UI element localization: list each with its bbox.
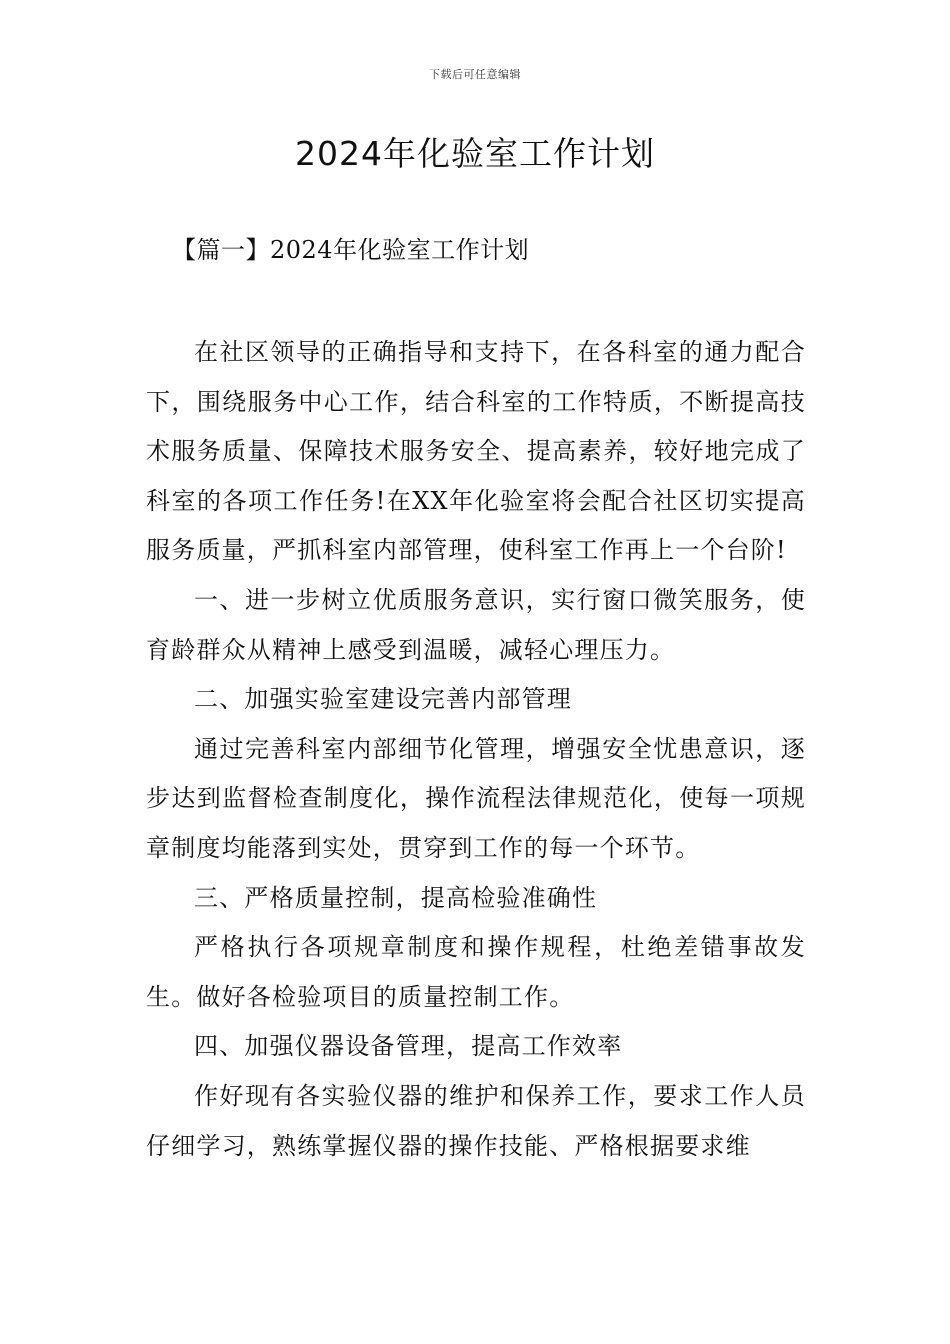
point-four-heading: 四、加强仪器设备管理，提高工作效率 <box>194 1032 623 1061</box>
point-two-paragraph: 通过完善科室内部细节化管理，增强安全忧患意识，逐步达到监督检查制度化，操作流程法律规范化，使每一项规章制度均能落到实处，贯穿到工作的每一个环节。 <box>146 734 806 862</box>
section-title: 【篇一】2024年化验室工作计划 <box>172 236 530 264</box>
header-note: 下载后可任意编辑 <box>429 68 521 81</box>
point-two-heading: 二、加强实验室建设完善内部管理 <box>194 685 572 714</box>
point-three-heading: 三、严格质量控制，提高检验准确性 <box>194 883 598 912</box>
intro-paragraph: 在社区领导的正确指导和支持下，在各科室的通力配合下，围绕服务中心工作，结合科室的工作特质，不断提高技术服务质量、保障技术服务安全、提高素养，较好地完成了科室的各项工作任务!在XX年化验室将会配合社区切实提高服务质量，严抓科室内部管理，使科室工作再上一个台阶! <box>146 338 806 565</box>
point-four-paragraph: 作好现有各实验仪器的维护和保养工作，要求工作人员仔细学习，熟练掌握仪器的操作技能、严格根据要求维 <box>146 1081 806 1160</box>
point-three-paragraph: 严格执行各项规章制度和操作规程，杜绝差错事故发生。做好各检验项目的质量控制工作。 <box>146 933 806 1011</box>
document-title: 2024年化验室工作计划 <box>295 134 655 173</box>
document-body <box>146 328 806 1171</box>
point-one-paragraph: 一、进一步树立优质服务意识，实行窗口微笑服务，使育龄群众从精神上感受到温暖，减轻心理压力。 <box>146 585 806 664</box>
